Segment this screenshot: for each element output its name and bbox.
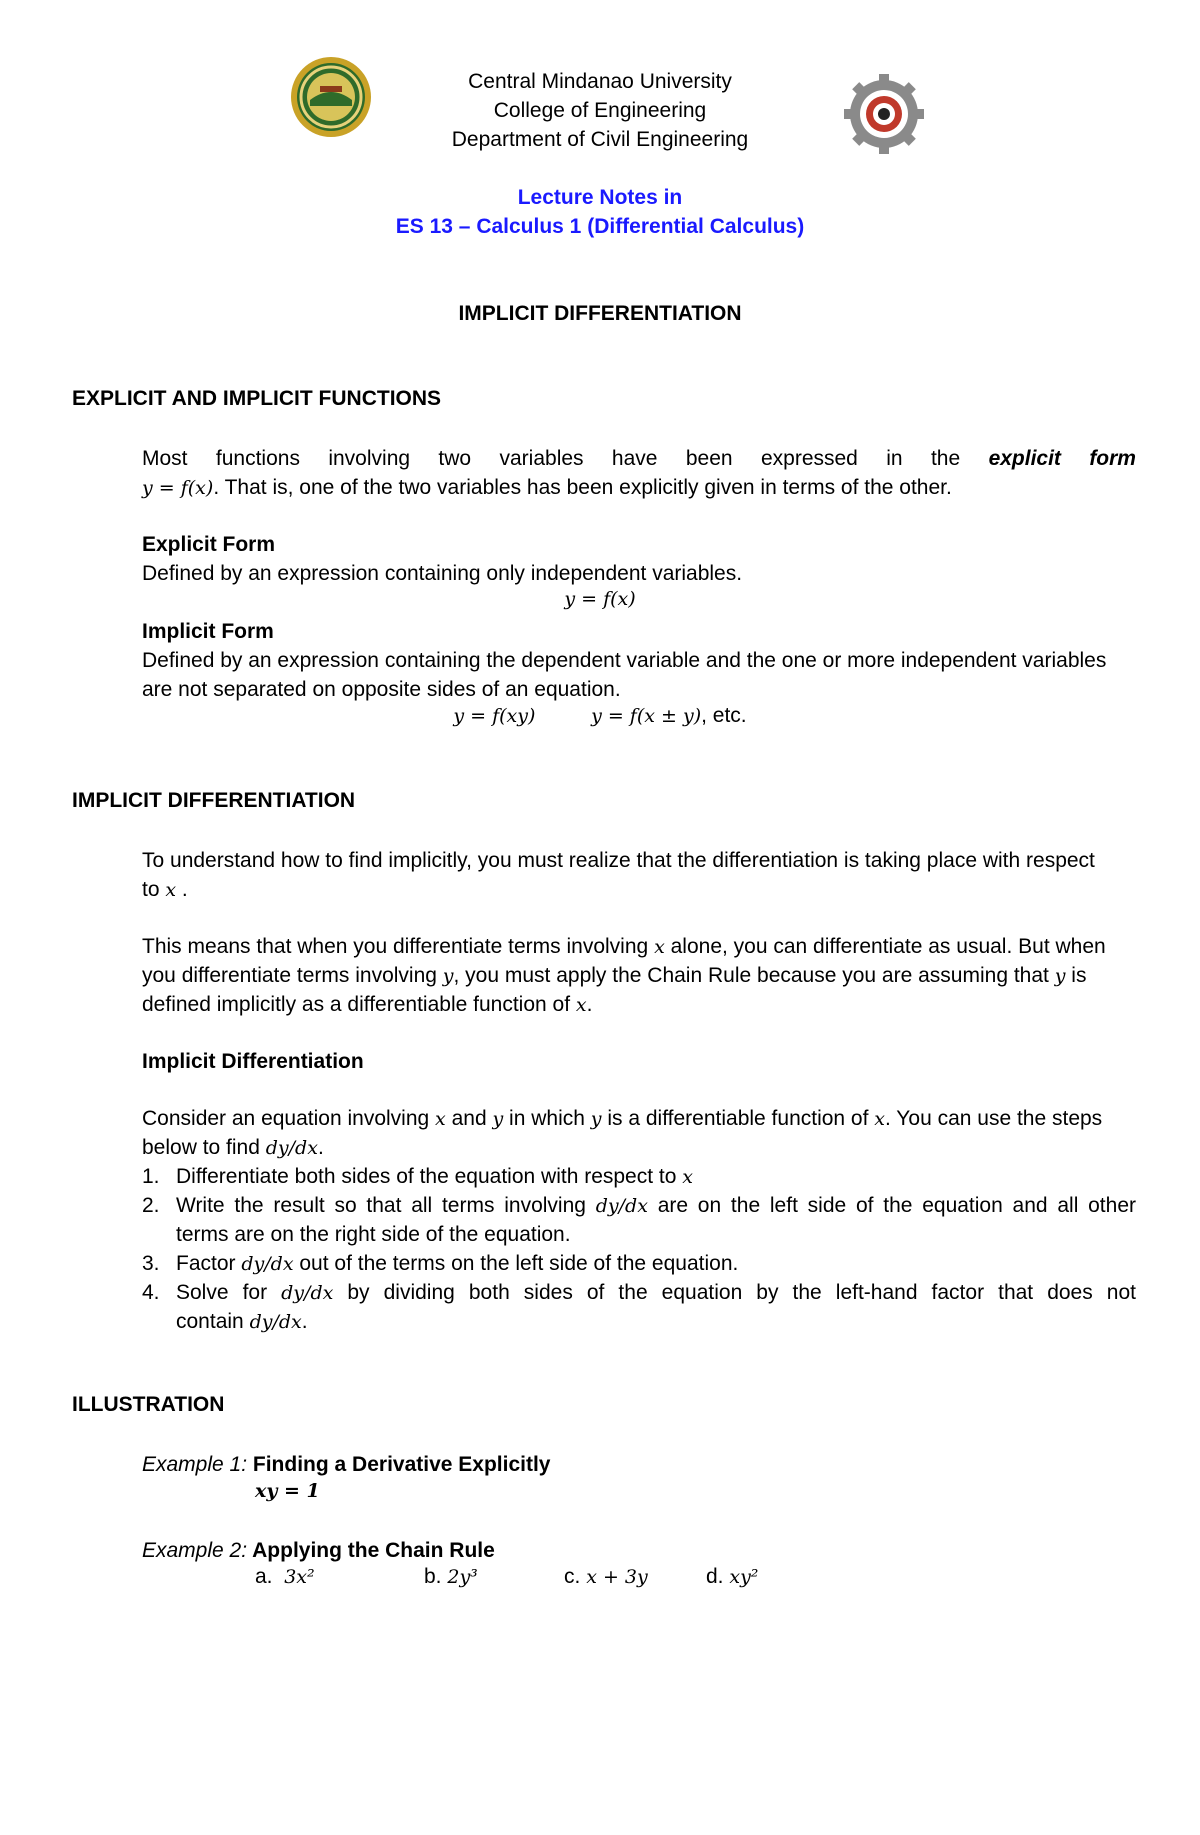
university-name: Central Mindanao University: [468, 70, 732, 93]
example-1-title: Finding a Derivative Explicitly: [247, 1453, 551, 1476]
example-2-item-c: c. x + 3y: [564, 1565, 648, 1588]
example-2-label: Example 2:: [142, 1539, 248, 1562]
p1-line2: to x .: [142, 878, 188, 901]
explicit-form-definition: Defined by an expression containing only independent variables.: [142, 562, 743, 585]
example-1: [142, 1450, 1136, 1479]
department-name: Department of Civil Engineering: [451, 128, 749, 151]
implicit-equation-suffix: , etc.: [701, 704, 747, 727]
intro-line-1: [142, 444, 1136, 473]
p2-line3: defined implicitly as a differentiable function of x.: [142, 993, 593, 1016]
implicit-equation-2: y = f(x ± y): [591, 705, 702, 727]
section-heading-illustration: ILLUSTRATION: [72, 1393, 225, 1416]
p3-line2: below to find dy/dx.: [142, 1136, 324, 1159]
cmu-seal-logo: [290, 56, 372, 138]
explicit-form-equation: y = f(x): [564, 588, 636, 610]
page-title: IMPLICIT DIFFERENTIATION: [458, 302, 742, 325]
example-1-label: Example 1:: [142, 1453, 248, 1476]
example-2-item-b: b. 2y³: [424, 1565, 478, 1588]
var-x: x: [165, 879, 177, 901]
p2-line1: This means that when you differentiate terms involving x alone, you can differentiate as usual. But when: [142, 935, 1106, 958]
example-1-equation: xy = 1: [255, 1480, 320, 1502]
example-2-item-d: d. xy²: [706, 1565, 759, 1588]
example-2: [142, 1536, 1136, 1565]
section-heading-implicit-differentiation: IMPLICIT DIFFERENTIATION: [72, 789, 356, 812]
explicit-form-emphasis: explicit form: [988, 447, 1136, 470]
course-title: ES 13 – Calculus 1 (Differential Calculus): [395, 215, 805, 238]
p1-line1: To understand how to find implicitly, you must realize that the differentiation is taking place with respect: [142, 849, 1095, 872]
p2-line2: you differentiate terms involving y, you must apply the Chain Rule because you are assuming that y is: [142, 964, 1087, 987]
implicit-form-equations: [0, 704, 1200, 728]
intro-text: Most functions involving two variables have been expressed in the: [142, 447, 961, 470]
p3-line1: Consider an equation involving x and y in which y is a differentiable function of x. You can use the steps: [142, 1107, 1103, 1130]
implicit-form-definition-line2: are not separated on opposite sides of an equation.: [142, 678, 621, 701]
explicit-form-heading: Explicit Form: [142, 533, 276, 556]
implicit-form-definition-line1: Defined by an expression containing the dependent variable and the one or more independent variables: [142, 649, 1107, 672]
example-2-title: Applying the Chain Rule: [247, 1539, 495, 1562]
intro-line-2: [142, 473, 1136, 503]
intro-math: y = f(x): [142, 477, 214, 499]
implicit-form-heading: Implicit Form: [142, 620, 274, 643]
example-2-item-a: a. 3x²: [255, 1565, 315, 1588]
implicit-differentiation-subheading: Implicit Differentiation: [142, 1050, 364, 1073]
intro-text-2: . That is, one of the two variables has been explicitly given in terms of the other.: [213, 476, 952, 499]
implicit-equation-1: y = f(xy): [453, 705, 536, 727]
college-name: College of Engineering: [493, 99, 707, 122]
lecture-notes-label: Lecture Notes in: [517, 186, 683, 209]
section-heading-explicit-implicit: EXPLICIT AND IMPLICIT FUNCTIONS: [72, 387, 442, 410]
